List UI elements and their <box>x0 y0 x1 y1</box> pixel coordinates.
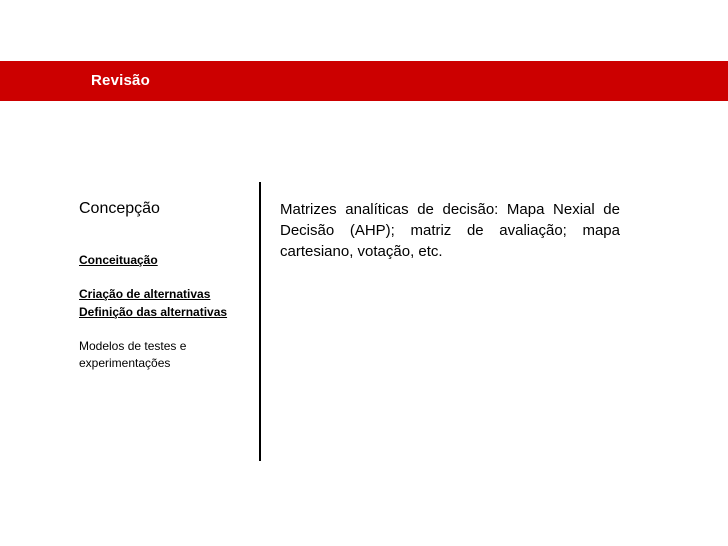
vertical-divider <box>259 182 261 461</box>
section-title: Concepção <box>79 200 160 217</box>
content-text: Matrizes analíticas de decisão: Mapa Nexial de Decisão (AHP); matriz de avaliação; mapa cartesiano, votação, etc. <box>280 201 620 260</box>
models-text: Modelos de testes e experimentações <box>79 339 187 370</box>
nav-link-criacao-alternativas[interactable]: Criação de alternativas <box>79 287 211 301</box>
nav-link-definicao-alternativas[interactable]: Definição das alternativas <box>79 305 228 319</box>
slide-title: Revisão <box>91 72 150 89</box>
nav-link-conceituacao[interactable]: Conceituação <box>79 253 158 267</box>
